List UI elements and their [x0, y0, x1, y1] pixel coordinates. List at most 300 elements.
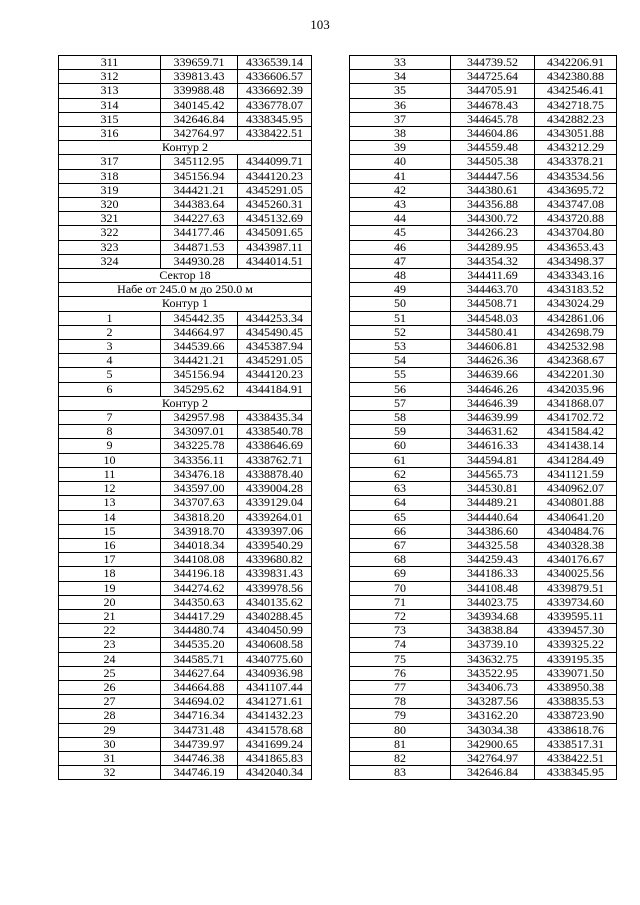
point-number: 56 — [350, 382, 451, 396]
point-number: 16 — [59, 538, 161, 552]
x-coordinate: 344604.86 — [451, 127, 535, 141]
y-coordinate: 4343534.56 — [535, 169, 617, 183]
table-row — [350, 595, 617, 609]
table-row — [350, 297, 617, 311]
table-row — [350, 482, 617, 496]
point-number: 38 — [350, 127, 451, 141]
point-number: 2 — [59, 325, 161, 339]
table-row — [350, 553, 617, 567]
y-coordinate: 4339397.06 — [238, 524, 312, 538]
section-heading: Набе от 245.0 м до 250.0 м — [59, 283, 312, 297]
table-row — [59, 482, 312, 496]
x-coordinate: 344354.32 — [451, 254, 535, 268]
y-coordinate: 4340176.67 — [535, 553, 617, 567]
x-coordinate: 344386.60 — [451, 524, 535, 538]
table-row — [350, 198, 617, 212]
y-coordinate: 4339734.60 — [535, 595, 617, 609]
x-coordinate: 344023.75 — [451, 595, 535, 609]
table-row — [59, 169, 312, 183]
point-number: 71 — [350, 595, 451, 609]
point-number: 41 — [350, 169, 451, 183]
x-coordinate: 344930.28 — [161, 254, 238, 268]
page-number: 103 — [310, 17, 330, 32]
x-coordinate: 344645.78 — [451, 112, 535, 126]
x-coordinate: 344530.81 — [451, 482, 535, 496]
table-row — [350, 183, 617, 197]
table-row — [350, 638, 617, 652]
x-coordinate: 344871.53 — [161, 240, 238, 254]
y-coordinate: 4338517.31 — [535, 737, 617, 751]
x-coordinate: 342900.65 — [451, 737, 535, 751]
y-coordinate: 4340450.99 — [238, 624, 312, 638]
y-coordinate: 4339595.11 — [535, 609, 617, 623]
x-coordinate: 344508.71 — [451, 297, 535, 311]
table-row — [350, 709, 617, 723]
table-row — [59, 638, 312, 652]
x-coordinate: 344289.95 — [451, 240, 535, 254]
table-row — [59, 609, 312, 623]
table-row — [59, 652, 312, 666]
point-number: 6 — [59, 382, 161, 396]
point-number: 55 — [350, 368, 451, 382]
x-coordinate: 344350.63 — [161, 595, 238, 609]
y-coordinate: 4345132.69 — [238, 212, 312, 226]
x-coordinate: 344664.88 — [161, 680, 238, 694]
table-row — [350, 70, 617, 84]
table-row — [350, 212, 617, 226]
x-coordinate: 344631.62 — [451, 425, 535, 439]
point-number: 323 — [59, 240, 161, 254]
x-coordinate: 344731.48 — [161, 723, 238, 737]
y-coordinate: 4341121.59 — [535, 467, 617, 481]
point-number: 22 — [59, 624, 161, 638]
x-coordinate: 344417.29 — [161, 609, 238, 623]
table-row — [59, 325, 312, 339]
y-coordinate: 4344120.23 — [238, 368, 312, 382]
point-number: 24 — [59, 652, 161, 666]
point-number: 10 — [59, 453, 161, 467]
point-number: 60 — [350, 439, 451, 453]
point-number: 12 — [59, 482, 161, 496]
table-row — [59, 127, 312, 141]
x-coordinate: 344705.91 — [451, 84, 535, 98]
table-row — [59, 84, 312, 98]
point-number: 69 — [350, 567, 451, 581]
y-coordinate: 4338435.34 — [238, 411, 312, 425]
table-row — [59, 254, 312, 268]
table-row — [59, 411, 312, 425]
table-row — [59, 368, 312, 382]
y-coordinate: 4340135.62 — [238, 595, 312, 609]
y-coordinate: 4345387.94 — [238, 340, 312, 354]
table-row — [350, 680, 617, 694]
point-number: 75 — [350, 652, 451, 666]
point-number: 45 — [350, 226, 451, 240]
x-coordinate: 344535.20 — [161, 638, 238, 652]
y-coordinate: 4338345.95 — [238, 112, 312, 126]
y-coordinate: 4342861.06 — [535, 311, 617, 325]
y-coordinate: 4343653.43 — [535, 240, 617, 254]
table-row — [350, 581, 617, 595]
y-coordinate: 4345260.31 — [238, 198, 312, 212]
y-coordinate: 4340288.45 — [238, 609, 312, 623]
x-coordinate: 344716.34 — [161, 709, 238, 723]
point-number: 76 — [350, 666, 451, 680]
x-coordinate: 342764.97 — [161, 127, 238, 141]
x-coordinate: 344626.36 — [451, 354, 535, 368]
table-row — [59, 212, 312, 226]
x-coordinate: 343838.84 — [451, 624, 535, 638]
table-row — [350, 411, 617, 425]
table-row — [350, 127, 617, 141]
y-coordinate: 4342532.98 — [535, 340, 617, 354]
y-coordinate: 4340608.58 — [238, 638, 312, 652]
x-coordinate: 344108.08 — [161, 553, 238, 567]
point-number: 27 — [59, 695, 161, 709]
y-coordinate: 4343747.08 — [535, 198, 617, 212]
table-row — [350, 84, 617, 98]
table-row — [350, 325, 617, 339]
x-coordinate: 344559.48 — [451, 141, 535, 155]
y-coordinate: 4343695.72 — [535, 183, 617, 197]
table-row — [350, 340, 617, 354]
table-row — [59, 581, 312, 595]
table-row — [350, 695, 617, 709]
section-heading-row — [59, 396, 312, 410]
section-heading: Сектор 18 — [59, 269, 312, 283]
x-coordinate: 344646.26 — [451, 382, 535, 396]
point-number: 317 — [59, 155, 161, 169]
table-row — [350, 467, 617, 481]
point-number: 34 — [350, 70, 451, 84]
y-coordinate: 4341584.42 — [535, 425, 617, 439]
table-row — [350, 283, 617, 297]
y-coordinate: 4344253.34 — [238, 311, 312, 325]
point-number: 64 — [350, 496, 451, 510]
point-number: 28 — [59, 709, 161, 723]
x-coordinate: 343162.20 — [451, 709, 535, 723]
y-coordinate: 4341284.49 — [535, 453, 617, 467]
y-coordinate: 4342546.41 — [535, 84, 617, 98]
point-number: 318 — [59, 169, 161, 183]
y-coordinate: 4343704.80 — [535, 226, 617, 240]
point-number: 8 — [59, 425, 161, 439]
point-number: 44 — [350, 212, 451, 226]
table-row — [59, 766, 312, 780]
y-coordinate: 4340801.88 — [535, 496, 617, 510]
x-coordinate: 342646.84 — [161, 112, 238, 126]
point-number: 46 — [350, 240, 451, 254]
x-coordinate: 344639.66 — [451, 368, 535, 382]
table-row — [59, 198, 312, 212]
point-number: 17 — [59, 553, 161, 567]
x-coordinate: 339659.71 — [161, 56, 238, 70]
y-coordinate: 4343024.29 — [535, 297, 617, 311]
table-row — [350, 439, 617, 453]
table-row — [350, 496, 617, 510]
section-heading-row — [59, 297, 312, 311]
point-number: 26 — [59, 680, 161, 694]
point-number: 74 — [350, 638, 451, 652]
y-coordinate: 4345291.05 — [238, 354, 312, 368]
x-coordinate: 344266.23 — [451, 226, 535, 240]
y-coordinate: 4339195.35 — [535, 652, 617, 666]
y-coordinate: 4341578.68 — [238, 723, 312, 737]
point-number: 13 — [59, 496, 161, 510]
x-coordinate: 345156.94 — [161, 169, 238, 183]
y-coordinate: 4344184.91 — [238, 382, 312, 396]
x-coordinate: 344447.56 — [451, 169, 535, 183]
table-row — [350, 226, 617, 240]
y-coordinate: 4339457.30 — [535, 624, 617, 638]
y-coordinate: 4338422.51 — [535, 751, 617, 765]
x-coordinate: 343632.75 — [451, 652, 535, 666]
y-coordinate: 4336539.14 — [238, 56, 312, 70]
table-row — [350, 368, 617, 382]
table-row — [59, 112, 312, 126]
y-coordinate: 4339071.50 — [535, 666, 617, 680]
x-coordinate: 344646.39 — [451, 396, 535, 410]
table-row — [350, 155, 617, 169]
x-coordinate: 344421.21 — [161, 354, 238, 368]
x-coordinate: 344678.43 — [451, 98, 535, 112]
table-row — [59, 595, 312, 609]
point-number: 30 — [59, 737, 161, 751]
table-row — [350, 751, 617, 765]
x-coordinate: 344585.71 — [161, 652, 238, 666]
y-coordinate: 4338540.78 — [238, 425, 312, 439]
point-number: 36 — [350, 98, 451, 112]
y-coordinate: 4338835.53 — [535, 695, 617, 709]
x-coordinate: 340145.42 — [161, 98, 238, 112]
x-coordinate: 343476.18 — [161, 467, 238, 481]
table-row — [59, 723, 312, 737]
point-number: 313 — [59, 84, 161, 98]
x-coordinate: 343522.95 — [451, 666, 535, 680]
table-row — [59, 183, 312, 197]
y-coordinate: 4341438.14 — [535, 439, 617, 453]
table-row — [59, 226, 312, 240]
point-number: 50 — [350, 297, 451, 311]
x-coordinate: 344725.64 — [451, 70, 535, 84]
point-number: 43 — [350, 198, 451, 212]
table-row — [59, 439, 312, 453]
y-coordinate: 4343498.37 — [535, 254, 617, 268]
x-coordinate: 343739.10 — [451, 638, 535, 652]
point-number: 63 — [350, 482, 451, 496]
x-coordinate: 344739.52 — [451, 56, 535, 70]
y-coordinate: 4342718.75 — [535, 98, 617, 112]
point-number: 57 — [350, 396, 451, 410]
point-number: 25 — [59, 666, 161, 680]
point-number: 29 — [59, 723, 161, 737]
x-coordinate: 343356.11 — [161, 453, 238, 467]
x-coordinate: 344694.02 — [161, 695, 238, 709]
x-coordinate: 344616.33 — [451, 439, 535, 453]
point-number: 31 — [59, 751, 161, 765]
x-coordinate: 344274.62 — [161, 581, 238, 595]
table-row — [350, 269, 617, 283]
y-coordinate: 4341107.44 — [238, 680, 312, 694]
y-coordinate: 4344014.51 — [238, 254, 312, 268]
point-number: 49 — [350, 283, 451, 297]
y-coordinate: 4338422.51 — [238, 127, 312, 141]
point-number: 51 — [350, 311, 451, 325]
point-number: 324 — [59, 254, 161, 268]
x-coordinate: 339813.43 — [161, 70, 238, 84]
table-row — [59, 354, 312, 368]
table-row — [350, 538, 617, 552]
y-coordinate: 4341432.23 — [238, 709, 312, 723]
section-heading-row — [59, 141, 312, 155]
table-row — [59, 695, 312, 709]
table-row — [59, 155, 312, 169]
point-number: 322 — [59, 226, 161, 240]
x-coordinate: 343934.68 — [451, 609, 535, 623]
table-row — [350, 510, 617, 524]
y-coordinate: 4339680.82 — [238, 553, 312, 567]
x-coordinate: 344548.03 — [451, 311, 535, 325]
x-coordinate: 344746.19 — [161, 766, 238, 780]
point-number: 79 — [350, 709, 451, 723]
y-coordinate: 4342882.23 — [535, 112, 617, 126]
point-number: 83 — [350, 766, 451, 780]
y-coordinate: 4336778.07 — [238, 98, 312, 112]
y-coordinate: 4339831.43 — [238, 567, 312, 581]
x-coordinate: 344664.97 — [161, 325, 238, 339]
table-row — [59, 240, 312, 254]
point-number: 70 — [350, 581, 451, 595]
point-number: 315 — [59, 112, 161, 126]
x-coordinate: 344325.58 — [451, 538, 535, 552]
table-row — [350, 141, 617, 155]
coordinates-table-left — [58, 55, 312, 780]
y-coordinate: 4339004.28 — [238, 482, 312, 496]
table-row — [350, 354, 617, 368]
y-coordinate: 4343212.29 — [535, 141, 617, 155]
x-coordinate: 344380.61 — [451, 183, 535, 197]
table-row — [59, 538, 312, 552]
y-coordinate: 4340328.38 — [535, 538, 617, 552]
y-coordinate: 4343183.52 — [535, 283, 617, 297]
x-coordinate: 342957.98 — [161, 411, 238, 425]
table-row — [350, 524, 617, 538]
y-coordinate: 4341271.61 — [238, 695, 312, 709]
x-coordinate: 343918.70 — [161, 524, 238, 538]
y-coordinate: 4342698.79 — [535, 325, 617, 339]
table-row — [350, 254, 617, 268]
y-coordinate: 4342380.88 — [535, 70, 617, 84]
table-row — [59, 311, 312, 325]
y-coordinate: 4338646.69 — [238, 439, 312, 453]
point-number: 35 — [350, 84, 451, 98]
y-coordinate: 4343720.88 — [535, 212, 617, 226]
point-number: 18 — [59, 567, 161, 581]
table-row — [59, 553, 312, 567]
point-number: 68 — [350, 553, 451, 567]
table-row — [59, 567, 312, 581]
x-coordinate: 344539.66 — [161, 340, 238, 354]
y-coordinate: 4338950.38 — [535, 680, 617, 694]
point-number: 15 — [59, 524, 161, 538]
point-number: 319 — [59, 183, 161, 197]
y-coordinate: 4343343.16 — [535, 269, 617, 283]
x-coordinate: 344480.74 — [161, 624, 238, 638]
point-number: 81 — [350, 737, 451, 751]
point-number: 320 — [59, 198, 161, 212]
table-row — [59, 70, 312, 84]
y-coordinate: 4339264.01 — [238, 510, 312, 524]
table-row — [59, 496, 312, 510]
point-number: 66 — [350, 524, 451, 538]
point-number: 312 — [59, 70, 161, 84]
table-row — [350, 311, 617, 325]
y-coordinate: 4339325.22 — [535, 638, 617, 652]
table-row — [59, 453, 312, 467]
point-number: 42 — [350, 183, 451, 197]
point-number: 77 — [350, 680, 451, 694]
x-coordinate: 343097.01 — [161, 425, 238, 439]
y-coordinate: 4341868.07 — [535, 396, 617, 410]
x-coordinate: 344383.64 — [161, 198, 238, 212]
x-coordinate: 344489.21 — [451, 496, 535, 510]
y-coordinate: 4339540.29 — [238, 538, 312, 552]
y-coordinate: 4340962.07 — [535, 482, 617, 496]
point-number: 21 — [59, 609, 161, 623]
point-number: 32 — [59, 766, 161, 780]
x-coordinate: 344411.69 — [451, 269, 535, 283]
y-coordinate: 4338723.90 — [535, 709, 617, 723]
point-number: 4 — [59, 354, 161, 368]
x-coordinate: 344421.21 — [161, 183, 238, 197]
point-number: 61 — [350, 453, 451, 467]
point-number: 5 — [59, 368, 161, 382]
table-row — [59, 524, 312, 538]
x-coordinate: 344739.97 — [161, 737, 238, 751]
x-coordinate: 345156.94 — [161, 368, 238, 382]
point-number: 316 — [59, 127, 161, 141]
table-row — [350, 112, 617, 126]
x-coordinate: 344259.43 — [451, 553, 535, 567]
x-coordinate: 344196.18 — [161, 567, 238, 581]
table-row — [59, 98, 312, 112]
x-coordinate: 342646.84 — [451, 766, 535, 780]
y-coordinate: 4338762.71 — [238, 453, 312, 467]
table-row — [350, 240, 617, 254]
point-number: 314 — [59, 98, 161, 112]
point-number: 11 — [59, 467, 161, 481]
table-row — [350, 453, 617, 467]
y-coordinate: 4338345.95 — [535, 766, 617, 780]
y-coordinate: 4340775.60 — [238, 652, 312, 666]
x-coordinate: 345112.95 — [161, 155, 238, 169]
point-number: 78 — [350, 695, 451, 709]
x-coordinate: 344177.46 — [161, 226, 238, 240]
y-coordinate: 4339879.51 — [535, 581, 617, 595]
point-number: 54 — [350, 354, 451, 368]
y-coordinate: 4342206.91 — [535, 56, 617, 70]
point-number: 72 — [350, 609, 451, 623]
y-coordinate: 4343051.88 — [535, 127, 617, 141]
y-coordinate: 4342201.30 — [535, 368, 617, 382]
x-coordinate: 344356.88 — [451, 198, 535, 212]
table-row — [59, 56, 312, 70]
point-number: 52 — [350, 325, 451, 339]
table-row — [59, 751, 312, 765]
point-number: 82 — [350, 751, 451, 765]
x-coordinate: 344594.81 — [451, 453, 535, 467]
point-number: 39 — [350, 141, 451, 155]
